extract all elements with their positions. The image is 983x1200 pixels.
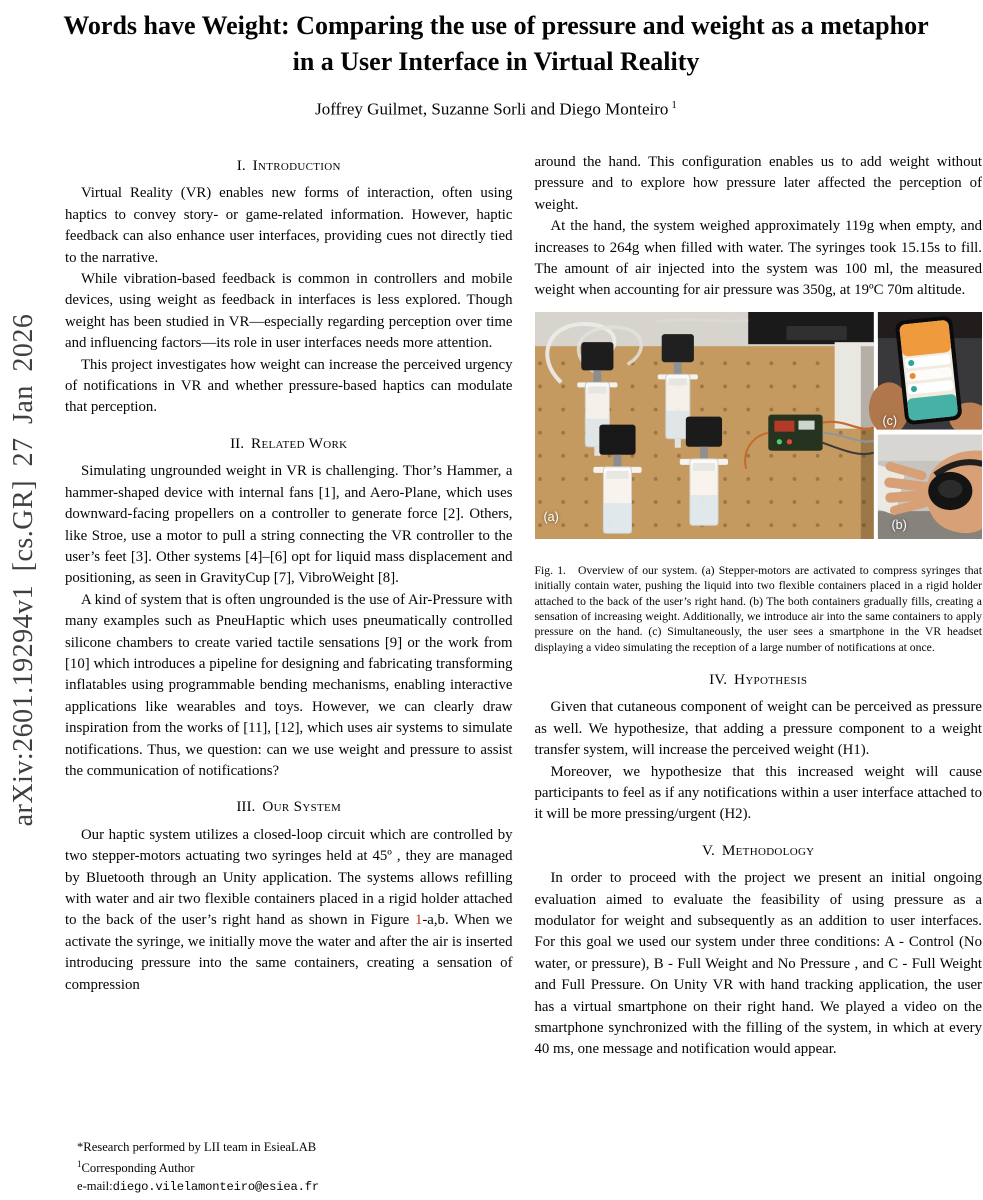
figure-1 [535, 312, 983, 655]
hypothesis-paragraph-1: Given that cutaneous component of weight can be perceived as pressure as well. We hypothesize, that adding a pressure component to a weight transfer system, will increase the perceived weight (H1). [534, 699, 982, 759]
author-names: Joffrey Guilmet, Suzanne Sorli and Diego Monteiro [315, 99, 669, 119]
our-system-continuation-paragraph: around the hand. This configuration enables us to add weight without pressure and to explore how pressure later affected the perception of weight. [534, 154, 982, 213]
main-photo-apparatus [535, 312, 874, 539]
section-heading-methodology [535, 840, 983, 861]
figure-sublabel-b: (b) [891, 517, 907, 532]
intro-paragraph-3: This project investigates how weight can increase the perceived urgency of notifications in VR and whether pressure-based haptics can modulate that perception. [65, 356, 513, 416]
intro-paragraph-2: While vibration-based feedback is common in controllers and mobile devices, using weight as feedback in interfaces is less explored. Though weight has been studied in VR—especially regarding perception over time and influencing factors—its role in user interfaces needs more attention. [65, 271, 513, 352]
section-heading-introduction [65, 155, 513, 176]
section-title: Our System [262, 798, 342, 816]
section-number: III. [236, 798, 256, 816]
email-address: diego.vilelamonteiro@esiea.fr [112, 1179, 319, 1194]
arxiv-watermark: arXiv:2601.19294v1 [cs.GR] 27 Jan 2026 [8, 313, 39, 827]
footnote-corresponding [65, 1156, 513, 1178]
figure-1-image [535, 312, 983, 539]
hypothesis-paragraph-2: Moreover, we hypothesize that this increased weight will cause participants to feel as if any notifications within a user interface attached to it will be more pressing/urgent (H2). [534, 763, 982, 823]
section-number: IV. [709, 670, 728, 688]
related-work-paragraph-1: Simulating ungrounded weight in VR is challenging. Thor’s Hammer, a hammer-shaped device with internal fans [1], and Aero-Plane, which uses downward-facing propellers on a controller to generate force [2]. Others, like Stroe, use a motor to pull a string connecting the VR controller to the user’s feet [3]. Other systems [4]–[6] opt for liquid mass displacement and positioning, as seen in GravityCup [7], VibroWeight [8]. [65, 463, 513, 587]
email-label: e-mail: [77, 1178, 113, 1193]
methodology-paragraph-1: In order to proceed with the project we present an initial ongoing evaluation aimed to evaluate the feasibility of using pressure as a modulator for weight and subsequently as an addition to user interfaces. For this goal we used our system under three conditions: A - Control (No water, or pressure), B - Full Weight and No Pressure , and C - Full Weight and Full Pressure. On Unity VR with hand tracking application, the user has a virtual smartphone on their right hand. We played a video on the smartphone synchronized with the filling of the system, in which at every 40 ms, one message and notification would appear. [534, 870, 982, 1058]
figure-1-caption [535, 563, 983, 655]
section-title: Related Work [251, 434, 348, 452]
paragraph-text: -a,b. When we activate the syringe, we initially move the water and after the air is inserted introducing pressure into the same containers, creating a sensation of compression [65, 912, 513, 993]
section-heading-hypothesis [535, 669, 983, 690]
footnote-block [65, 1129, 513, 1196]
footnote-research: *Research performed by LII team in EsieaLAB [77, 1139, 317, 1154]
section-title: Hypothesis [734, 670, 808, 688]
our-system-paragraph-1 [65, 825, 513, 996]
paper-title: Words have Weight: Comparing the use of pressure and weight as a metaphor in a User Interface in Virtual Reality [63, 11, 929, 76]
intro-paragraph-1: Virtual Reality (VR) enables new forms of interaction, often using haptics to convey story- or game-related information. However, haptic feedback can also enhance user interfaces, providing cues not directly tied to the narrative. [65, 185, 513, 266]
two-column-body [65, 152, 982, 1196]
author-footnote-mark: 1 [671, 99, 677, 111]
figure-sublabel-a: (a) [543, 509, 559, 524]
figure-caption-lead: Fig. 1. [534, 564, 566, 578]
section-heading-related-work [65, 433, 513, 454]
figure-sublabel-c: (c) [882, 413, 898, 428]
paragraph-text: Our haptic system utilizes a closed-loop circuit which are controlled by two stepper-motors actuating two syringes held at 45º , they are managed by Bluetooth through an Unity application. The systems allows refilling with water and air two flexible containers placed in a rigid holder attached to the back of the user’s right hand as shown in Figure [65, 826, 513, 929]
section-title: Methodology [721, 841, 815, 859]
system-measurements-paragraph: At the hand, the system weighed approximately 119g when empty, and increases to 264g when filled with water. The syringes took 15.15s to fill. The amount of air injected into the system was 100 ml, the measured weight when accounting for air pressure was 350g, at 19ºC 70m altitude. [534, 218, 982, 299]
author-line [52, 99, 940, 120]
related-work-paragraph-2: A kind of system that is often ungrounded is the use of Air-Pressure with many examples such as PneuHaptic which uses pneumatically controlled silicone chambers to create varied tactile sensations [9] or the work from [10] which introduces a pipeline for designing and fabricating transforming inflatables using programmable bending mechanisms, enabling interactive applications like wearables and toys. However, we can clearly draw inspiration from the works of [11], [12], which uses air systems to simulate notifications. Thus, we question: can we use weight and pressure to assist the communication of notifications? [65, 591, 513, 779]
footnote-email [65, 1178, 513, 1196]
section-title: Introduction [252, 157, 341, 174]
left-column [65, 152, 513, 1196]
footnote-text: Corresponding Author [81, 1161, 195, 1176]
figure-caption-text: Overview of our system. (a) Stepper-motors are activated to compress syringes that initially contain water, pushing the liquid into two flexible containers placed in a rigid holder attached to the back of the user’s right hand. (b) The both containers gradually fills, creating a sensation of increasing weight. Additionally, we introduce air into the same containers to apply pressure on the hand. (c) Simultaneously, the user sees a smartphone in the VR headset displaying a video simulating the reception of a large number of notifications at once. [534, 564, 982, 654]
figure-1-artwork [535, 312, 983, 539]
section-number: I. [236, 157, 246, 174]
section-number: II. [230, 434, 245, 452]
footnote-mark: 1 [77, 1159, 82, 1169]
section-number: V. [702, 841, 715, 859]
section-heading-our-system [65, 796, 513, 817]
right-column [535, 152, 983, 1061]
figure-1-reference-link[interactable]: 1 [414, 912, 423, 929]
